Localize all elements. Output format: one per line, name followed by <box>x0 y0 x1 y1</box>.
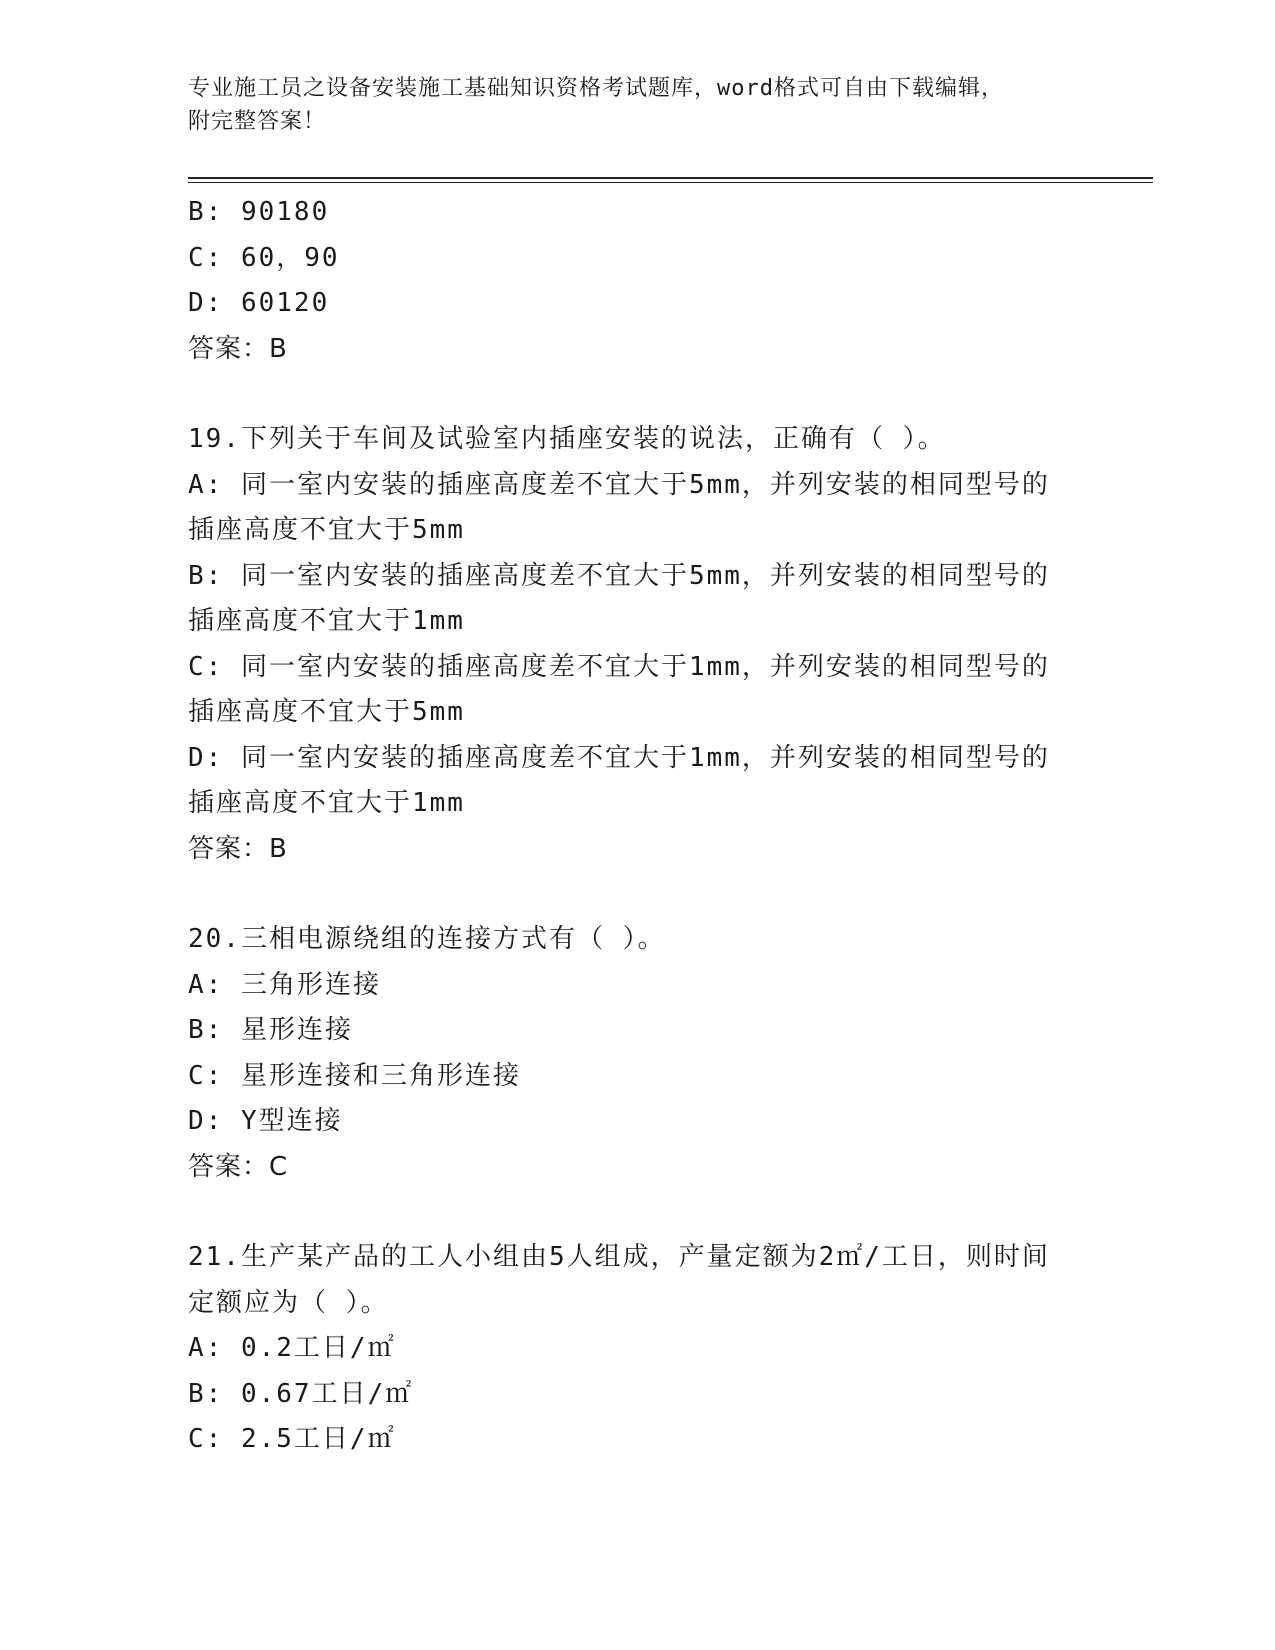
question-content <box>188 190 1088 1463</box>
answer-line: 答案：B <box>188 833 288 864</box>
option-line: C: 星形连接和三角形连接 <box>188 1060 521 1091</box>
header-line-2: 附完整答案！ <box>188 109 327 134</box>
option-line: D: Y型连接 <box>188 1106 343 1136</box>
option-line: B: 同一室内安装的插座高度差不宜大于5mm，并列安装的相同型号的 <box>188 560 1050 591</box>
header-divider-thin <box>188 182 1153 183</box>
option-line: B: 0.67工日/㎡ <box>188 1378 414 1409</box>
answer-line: 答案：B <box>188 333 288 364</box>
prev-question-block <box>188 190 1088 372</box>
question-stem: 19.下列关于车间及试验室内插座安装的说法，正确有（ ）。 <box>188 424 946 454</box>
question-stem: 20.三相电源绕组的连接方式有（ ）。 <box>188 924 666 954</box>
option-line: 插座高度不宜大于5mm <box>188 697 465 727</box>
document-header <box>188 72 1068 138</box>
spacer <box>188 372 1088 417</box>
option-line: D: 同一室内安装的插座高度差不宜大于1mm，并列安装的相同型号的 <box>188 742 1050 773</box>
answer-line: 答案：C <box>188 1151 289 1182</box>
question-stem: 21.生产某产品的工人小组由5人组成，产量定额为2㎡/工日，则时间 <box>188 1242 1050 1272</box>
spacer <box>188 872 1088 917</box>
option-line: A: 0.2工日/㎡ <box>188 1333 396 1363</box>
option-line: B: 90180 <box>188 197 330 227</box>
option-line: C: 60，90 <box>188 242 340 273</box>
option-line: 插座高度不宜大于1mm <box>188 606 465 636</box>
option-line: B: 星形连接 <box>188 1015 353 1045</box>
question-19-block <box>188 417 1088 872</box>
option-line: 插座高度不宜大于5mm <box>188 515 465 545</box>
question-stem: 定额应为（ ）。 <box>188 1287 389 1318</box>
question-20-block <box>188 917 1088 1190</box>
header-line-1: 专业施工员之设备安装施工基础知识资格考试题库，word格式可自由下载编辑， <box>188 76 1004 101</box>
option-line: 插座高度不宜大于1mm <box>188 788 465 818</box>
option-line: A: 三角形连接 <box>188 969 381 1000</box>
question-21-block <box>188 1235 1088 1463</box>
option-line: D: 60120 <box>188 288 330 318</box>
spacer <box>188 1190 1088 1235</box>
header-divider-thick <box>188 177 1153 179</box>
option-line: C: 同一室内安装的插座高度差不宜大于1mm，并列安装的相同型号的 <box>188 651 1050 682</box>
option-line: C: 2.5工日/㎡ <box>188 1424 396 1454</box>
option-line: A: 同一室内安装的插座高度差不宜大于5mm，并列安装的相同型号的 <box>188 469 1050 500</box>
